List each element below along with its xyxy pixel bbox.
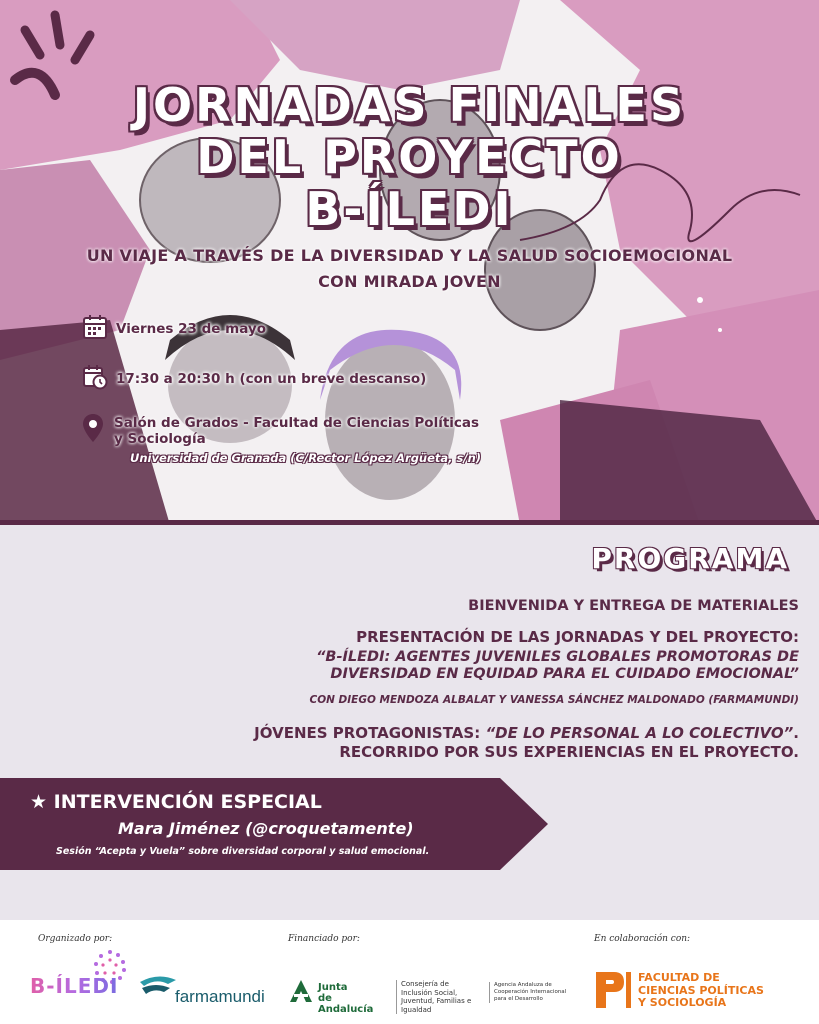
subtitle-line-1: UN VIAJE A TRAVÉS DE LA DIVERSIDAD Y LA SALUD SOCIOEMOCIONAL [86, 246, 733, 265]
biledi-logo [30, 974, 118, 998]
programa-heading: PROGRAMA [591, 542, 789, 575]
facultad-line-2: CIENCIAS POLÍTICAS [638, 983, 764, 997]
time-row [82, 364, 426, 394]
facultad-line-1: FACULTAD DE [638, 971, 720, 984]
programa-item-bienvenida: BIENVENIDA Y ENTREGA DE MATERIALES [468, 598, 799, 614]
event-time: 17:30 a 20:30 h (con un breve descanso) [116, 371, 427, 387]
financiado-label: Financiado por: [288, 934, 360, 944]
programa-item-presentacion-speakers: CON DIEGO MENDOZA ALBALAT Y VANESSA SÁNCHEZ MALDONADO (FARMAMUNDI) [309, 694, 799, 706]
facultad-line-3: Y SOCIOLOGÍA [638, 996, 727, 1009]
intervencion-heading: INTERVENCIÓN ESPECIAL [53, 791, 322, 813]
calendar-icon [82, 314, 108, 344]
colaboracion-label: En colaboración con: [594, 934, 691, 944]
venue-name-line-2: y Sociología [114, 431, 206, 447]
sponsors-footer [0, 920, 819, 1024]
junta-line-1: Junta [318, 982, 348, 993]
junta-andalucia-logo [318, 982, 388, 1015]
title-line-1: JORNADAS FINALES [132, 78, 687, 132]
organizado-label: Organizado por: [38, 934, 113, 944]
biledi-logo-text: B-ÍLEDI [30, 974, 119, 998]
location-pin-icon [82, 413, 104, 447]
calendar-clock-icon [82, 364, 108, 394]
programa-item-jovenes-line-2: RECORRIDO POR SUS EXPERIENCIAS EN EL PROYECTO. [339, 743, 799, 761]
farmamundi-logo-icon [138, 970, 178, 1004]
jovenes-quote: “DE LO PERSONAL A LO COLECTIVO” [485, 724, 794, 742]
agencia-logo: Agencia Andaluza de Cooperación Internacional para el Desarrollo [489, 982, 569, 1003]
junta-andalucia-icon [288, 978, 314, 1008]
facultad-logo [638, 972, 764, 1010]
programa-item-jovenes-line-1 [254, 724, 799, 742]
intervencion-especial-banner [0, 778, 548, 870]
programa-item-presentacion-quote-1: “B-ÍLEDI: AGENTES JUVENILES GLOBALES PROMOTORAS DE [316, 649, 799, 665]
programa-item-presentacion-quote-2: DIVERSIDAD EN EQUIDAD PARA EL CUIDADO EMOCIONAL” [330, 666, 799, 682]
facultad-logo-icon [594, 970, 632, 1014]
venue-name-line-1: Salón de Grados - Facultad de Ciencias Políticas [114, 415, 480, 431]
farmamundi-logo: farmamundi [175, 987, 265, 1006]
intervencion-speaker: Mara Jiménez (@croquetamente) [118, 819, 414, 838]
consejeria-logo: Consejería de Inclusión Social, Juventud, Familias e Igualdad [396, 980, 482, 1014]
intervencion-description: Sesión “Acepta y Vuela” sobre diversidad corporal y salud emocional. [56, 846, 430, 857]
programa-item-presentacion-heading: PRESENTACIÓN DE LAS JORNADAS Y DEL PROYECTO: [356, 628, 799, 646]
jovenes-suffix: . [793, 724, 799, 742]
star-icon: ★ [30, 791, 48, 813]
subtitle-line-2: CON MIRADA JOVEN [318, 272, 501, 291]
event-date: Viernes 23 de mayo [116, 321, 266, 337]
jovenes-prefix: JÓVENES PROTAGONISTAS: [254, 724, 486, 742]
junta-line-2: de Andalucía [318, 993, 374, 1015]
intervencion-heading-row [30, 791, 322, 813]
section-divider [0, 520, 819, 525]
date-row [82, 314, 266, 344]
title-line-3: B-ÍLEDI [305, 182, 514, 236]
title-line-2: DEL PROYECTO [196, 130, 623, 184]
venue-address: Universidad de Granada (C/Rector López Argüeta, s/n) [130, 451, 482, 465]
